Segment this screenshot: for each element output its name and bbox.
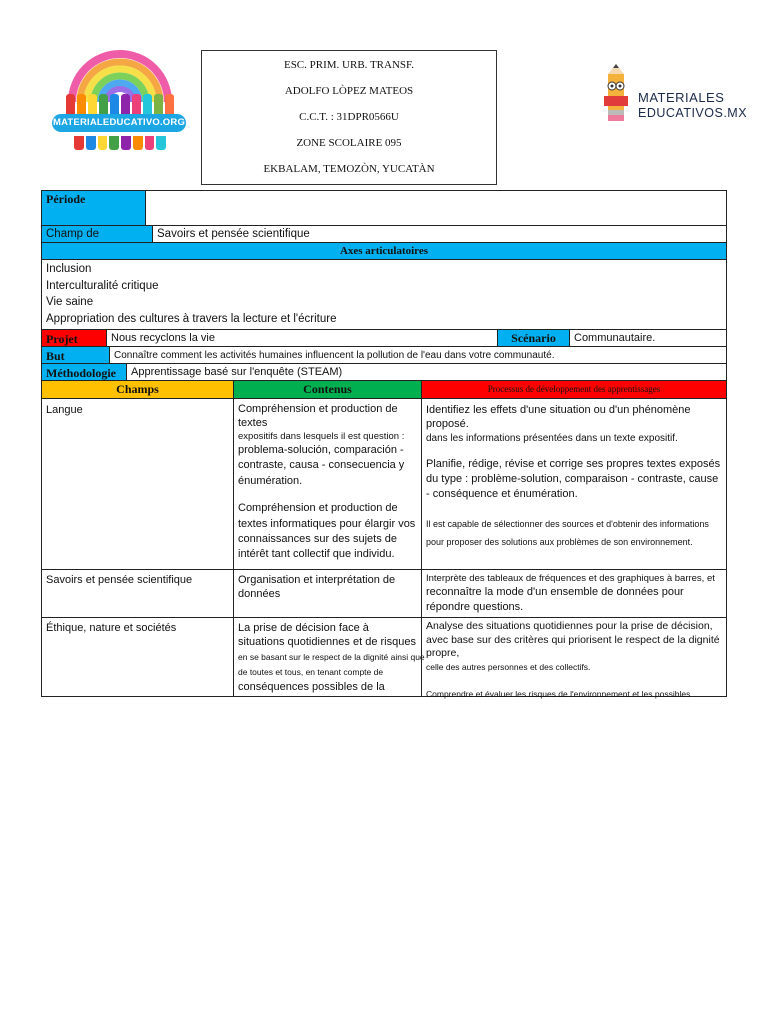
materialeducativo-logo: [48, 40, 188, 156]
row-processus-langue: [421, 398, 727, 570]
processus-text: Identifiez les effets d'une situation ou d'un phénomène proposé.: [426, 404, 691, 431]
row-contenu-savoirs: Organisation et interprétation de données: [233, 569, 422, 618]
champ-formation-value: Savoirs et pensée scientifique: [152, 225, 727, 243]
processus-text: Il est capable de sélectionner des sources et d'obtenir des informations pour proposer des solutions aux problèmes de son environnement.: [426, 518, 709, 547]
axe-item: Interculturalité critique: [46, 279, 159, 292]
contenu-text: Compréhension et production de textes informatiques pour élargir vos connaissances sur des sujets de intérêt tant collectif que individu.: [238, 502, 416, 561]
scenario-value: Communautaire.: [569, 329, 727, 347]
school-line-3: C.C.T. : 31DPR0566U: [299, 111, 399, 123]
axe-item: Vie saine: [46, 296, 94, 308]
row-champ-savoirs: Savoirs et pensée scientifique: [41, 569, 234, 618]
contenu-text: de toutes et tous, en tenant compte de: [238, 666, 384, 677]
col-header-processus: Processus de développement des apprentissages: [421, 380, 727, 399]
axe-item: Inclusion: [46, 263, 92, 275]
col-header-champs: Champs: [41, 380, 234, 399]
logo-brand-text: MATERIALEDUCATIVO.ORG: [52, 114, 186, 132]
row-processus-ethique: [421, 617, 727, 697]
processus-text: celle des autres personnes et des collectifs.: [426, 661, 591, 672]
school-line-1: ESC. PRIM. URB. TRANSF.: [283, 59, 415, 71]
school-line-2: ADOLFO LÒPEZ MATEOS: [284, 85, 414, 97]
pencil-character-icon: [600, 64, 632, 124]
school-line-4: ZONE SCOLAIRE 095: [296, 137, 402, 149]
logo-right-line2: EDUCATIVOS.MX: [638, 106, 748, 120]
crayons-row: [66, 94, 174, 116]
methodologie-value: Apprentissage basé sur l'enquête (STEAM): [126, 363, 727, 381]
row-contenu-langue: [233, 398, 422, 570]
axes-list: [41, 259, 727, 330]
periode-label: Période: [41, 190, 146, 226]
logo-right-line1: MATERIALES: [638, 90, 725, 105]
methodologie-label: Méthodologie: [41, 363, 127, 381]
school-line-5: EKBALAM, TEMOZÒN, YUCATÀN: [263, 163, 435, 175]
projet-value: Nous recyclons la vie: [106, 329, 498, 347]
row-champ-ethique: Éthique, nature et sociétés: [41, 617, 234, 697]
processus-text: Planifie, rédige, révise et corrige ses propres textes exposés du type : problème-solution, comparaison - contraste, cause - conséquence et énumération.: [426, 457, 721, 501]
materiales-educativos-logo: [598, 62, 748, 132]
processus-text: Analyse des situations quotidiennes pour la prise de décision, avec base sur des critères qui priorisent le respect de la dignité propre,: [426, 620, 720, 660]
contenu-text: Compréhension et production de textes: [238, 403, 398, 430]
row-champ-langue: Langue: [41, 398, 234, 570]
processus-text: Comprendre et évaluer les risques de l'environnement et les possibles: [426, 688, 691, 699]
processus-text: Interprète des tableaux de fréquences et des graphiques à barres, et: [426, 573, 715, 584]
periode-value: [145, 190, 727, 226]
contenu-text: conséquences possibles de la: [238, 681, 385, 694]
col-header-contenus: Contenus: [233, 380, 422, 399]
crayons-row-bottom: [74, 136, 166, 150]
projet-label: Projet: [41, 329, 107, 347]
contenu-text: problema-solución, comparación - contraste, causa - consecuencia y énumération.: [238, 443, 405, 487]
contenu-text: La prise de décision face à situations quotidiennes et de risques: [238, 622, 416, 649]
contenu-text: expositifs dans lesquels il est question :: [238, 430, 405, 442]
processus-text: reconnaître la mode d'un ensemble de données pour répondre questions.: [426, 586, 684, 613]
axe-item: Appropriation des cultures à travers la lecture et l'écriture: [46, 312, 337, 325]
but-value: Connaître comment les activités humaines influencent la pollution de l'eau dans votre communauté.: [109, 346, 727, 364]
school-header: [201, 50, 497, 185]
champ-formation-label: Champ de: [41, 225, 153, 243]
axes-title: Axes articulatoires: [41, 242, 727, 260]
row-processus-savoirs: [421, 569, 727, 618]
scenario-label: Scénario: [497, 329, 570, 347]
but-label: But: [41, 346, 110, 364]
contenu-text: en se basant sur le respect de la dignité ainsi que: [238, 651, 425, 662]
row-contenu-ethique: [233, 617, 425, 697]
processus-text: dans les informations présentées dans un texte expositif.: [426, 432, 678, 444]
